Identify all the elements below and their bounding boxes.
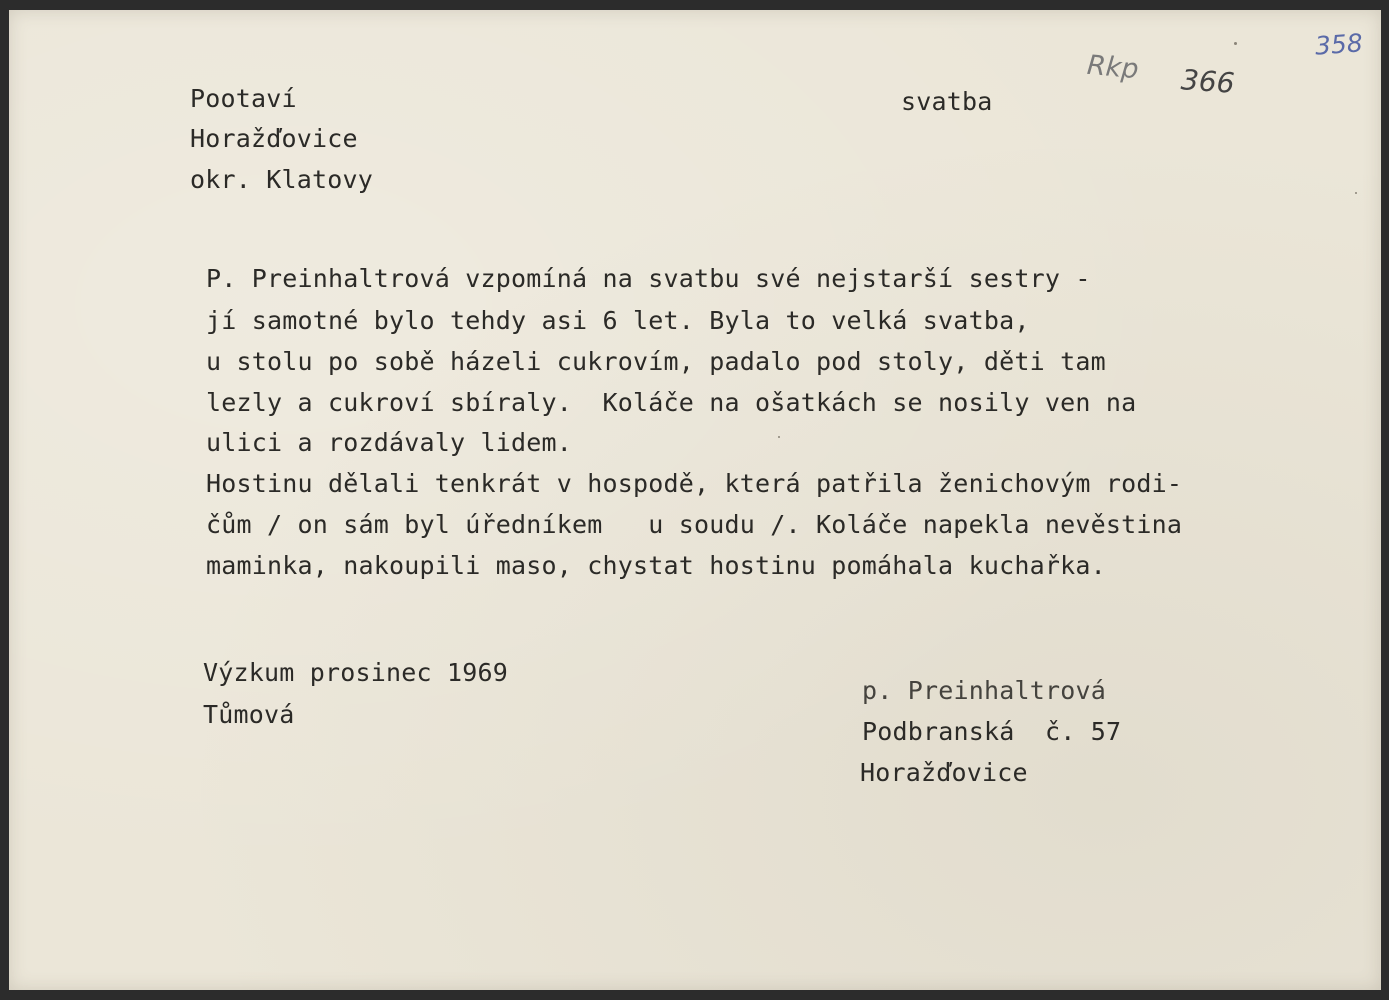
paper-speck [1234, 42, 1237, 45]
body-line: Hostinu dělali tenkrát v hospodě, která patřila ženichovým rodi- [206, 469, 1183, 498]
topic-label: svatba [901, 87, 993, 116]
body-line: čům / on sám byl úředníkem u soudu /. Koláče napekla nevěstina [206, 510, 1183, 539]
research-date: Výzkum prosinec 1969 [203, 658, 509, 687]
location-district: okr. Klatovy [190, 165, 374, 194]
archive-card [9, 10, 1381, 990]
location-town: Horažďovice [190, 124, 358, 153]
informant-name: p. Preinhaltrová [862, 676, 1107, 705]
location-region: Pootaví [190, 84, 297, 113]
informant-street: Podbranská č. 57 [862, 717, 1122, 746]
body-line: lezly a cukroví sbíraly. Koláče na ošatkách se nosily ven na [206, 388, 1137, 417]
paper-speck [1355, 192, 1357, 194]
body-line: jí samotné bylo tehdy asi 6 let. Byla to velká svatba, [206, 306, 1030, 335]
folio-number: 358 [1314, 28, 1364, 61]
shelfmark-prefix: Rkp [1085, 49, 1140, 86]
paper-speck [778, 436, 780, 438]
informant-town: Horažďovice [860, 758, 1028, 787]
body-line: u stolu po sobě házeli cukrovím, padalo pod stoly, děti tam [206, 347, 1106, 376]
body-line: ulici a rozdávaly lidem. [206, 428, 573, 457]
researcher-name: Tůmová [203, 700, 295, 729]
body-line: P. Preinhaltrová vzpomíná na svatbu své nejstarší sestry - [206, 264, 1091, 293]
shelfmark-number: 366 [1179, 63, 1236, 100]
body-line: maminka, nakoupili maso, chystat hostinu pomáhala kuchařka. [206, 551, 1106, 580]
